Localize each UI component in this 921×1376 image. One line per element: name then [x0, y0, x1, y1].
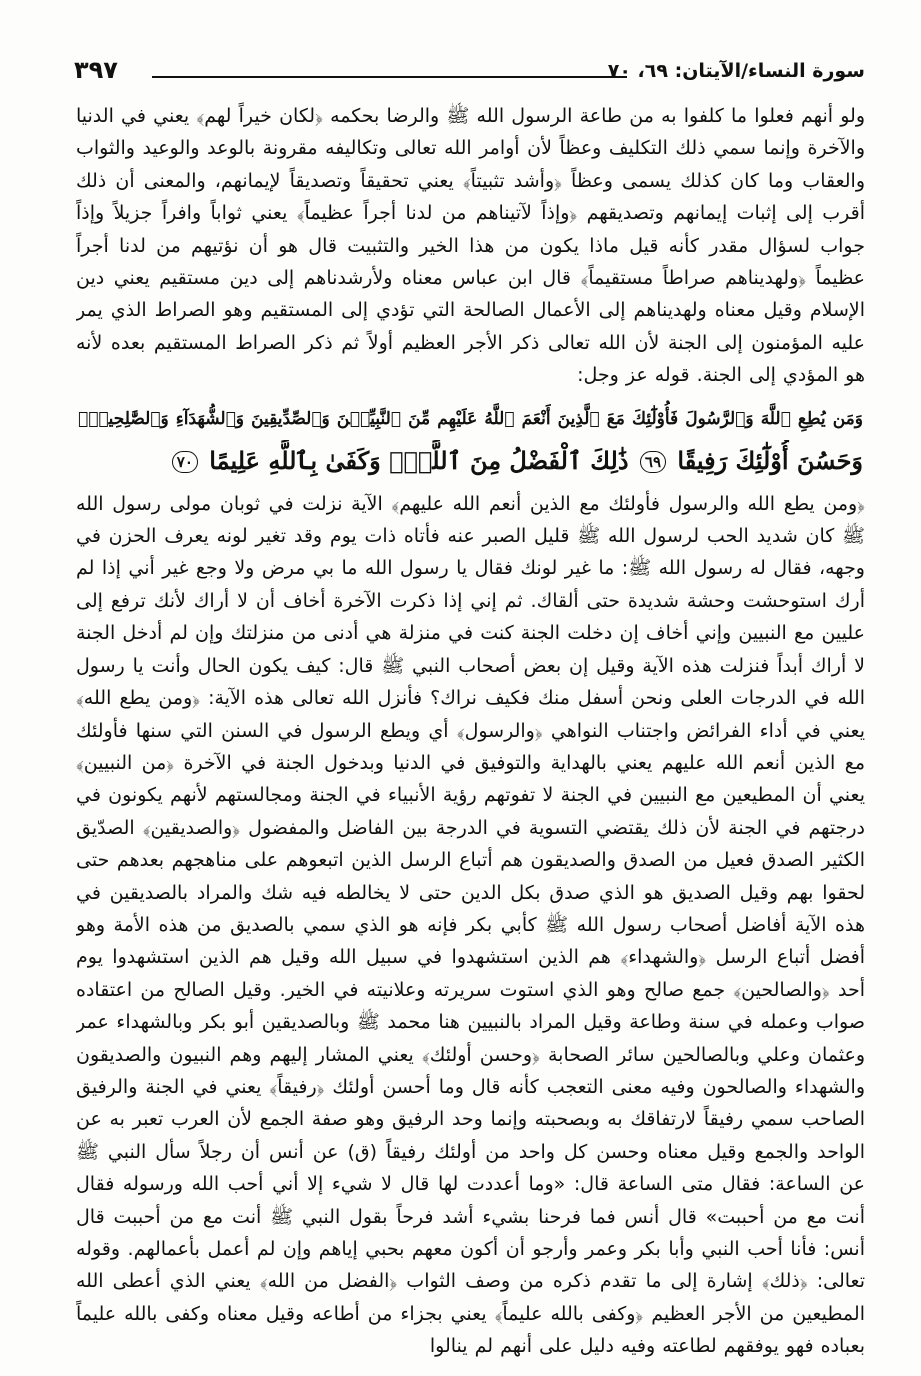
quran-verse-block: [76, 398, 865, 482]
commentary-paragraph-2: ﴿ومن يطع الله والرسول فأولئك مع الذين أنعم الله عليهم﴾ الآية نزلت في ثوبان مولى رسول الله ﷺ كان شديد الحب لرسول الله ﷺ قليل الصبر عنه فأتاه ذات يوم وقد تغير لونه يعرف الحزن في وجهه، فقال له رسول الله ﷺ: ما غير لونك فقال يا رسول الله ما بي مرض ولا وجع غير أني إذا لم أرك استوحشت وحشة شديدة حتى ألقاك. ثم إني إذا ذكرت الآخرة أخاف أن لا أراك لأنك ترفع إلى عليين مع النبيين وإني أخاف إن دخلت الجنة كنت في منزلة هي أدنى من منزلتك وإن لم أدخل الجنة لا أراك أبداً فنزلت هذه الآية وقيل إن بعض أصحاب النبي ﷺ قال: كيف يكون الحال وأنت يا رسول الله في الدرجات العلى ونحن أسفل منك فكيف نراك؟ فأنزل الله تعالى هذه الآية: ﴿ومن يطع الله﴾ يعني في أداء الفرائض واجتناب النواهي ﴿والرسول﴾ أي ويطع الرسول في السنن التي سنها فأولئك مع الذين أنعم الله عليهم يعني بالهداية والتوفيق في الدنيا وبدخول الجنة في الآخرة ﴿من النبيين﴾ يعني أن المطيعين مع النبيين في الجنة لا تفوتهم رؤية الأنبياء في الجنة ومجالستهم لأنهم يكونون في درجتهم في الجنة لأن ذلك يقتضي التسوية في الدرجة بين الفاضل والمفضول ﴿والصديقين﴾ الصدّيق الكثير الصدق فعيل من الصدق والصديقون هم أتباع الرسل الذين اتبعوهم على مناهجهم بعدهم حتى لحقوا بهم وقيل الصديق هو الذي صدق بكل الدين حتى لا يخالطه فيه شك والمراد بالصديقين في هذه الآية أفاضل أصحاب رسول الله ﷺ كأبي بكر فإنه هو الذي سمي بالصديق من هذه الأمة وهو أفضل أتباع الرسل ﴿والشهداء﴾ هم الذين استشهدوا في سبيل الله وقيل هم الذين استشهدوا يوم أحد ﴿والصالحين﴾ جمع صالح وهو الذي استوت سريرته وعلانيته في الخير. وقيل الصالح من اعتقاده صواب وعمله في سنة وطاعة وقيل المراد بالنبيين هنا محمد ﷺ وبالصديقين أبو بكر وبالشهداء عمر وعثمان وعلي وبالصالحين سائر الصحابة ﴿وحسن أولئك﴾ يعني المشار إليهم وهم النبيون والصديقون والشهداء والصالحون وفيه معنى التعجب كأنه قال وما أحسن أولئك ﴿رفيقاً﴾ يعني في الجنة والرفيق الصاحب سمي رفيقاً لارتفاقك به وبصحبته وإنما وحد الرفيق وهو صفة الجمع لأن العرب تعبر به عن الواحد والجمع وقيل معناه وحسن كل واحد من أولئك رفيقاً (ق) عن أنس أن رجلاً سأل النبي ﷺ عن الساعة: فقال متى الساعة قال: «وما أعددت لها قال لا شيء إلا أني أحب الله ورسوله فقال أنت مع من أحببت» قال أنس فما فرحنا بشيء أشد فرحاً بقول النبي ﷺ أنت مع من أحببت قال أنس: فأنا أحب النبي وأبا بكر وعمر وأرجو أن أكون معهم بحبي إياهم وإن لم أعمل بأعمالهم. وقوله تعالى: ﴿ذلك﴾ إشارة إلى ما تقدم ذكره من وصف الثواب ﴿الفضل من الله﴾ يعني الذي أعطى الله المطيعين من الأجر العظيم ﴿وكفى بالله عليماً﴾ يعني بجزاء من أطاعه وقيل معناه وكفى بالله عليماً بعباده فهو يوفقهم لطاعته وفيه دليل على أنهم لم ينالوا: [76, 492, 865, 1358]
verse-line-2: [78, 440, 863, 482]
ayah-number-69: ٦٩: [640, 451, 666, 473]
verse-70: ذَٰلِكَ ٱلْفَضْلُ مِنَ ٱللَّهِۚ وَكَفَىٰ بِٱللَّهِ عَلِيمًا: [209, 445, 629, 475]
running-head-title: سورة النساء/الآيتان: ٦٩، ٧٠: [607, 60, 865, 82]
page-number: ٣٩٧: [74, 56, 118, 84]
header-rule: [152, 76, 627, 78]
page-header: [40, 56, 865, 96]
verse-line-1: وَمَن يُطِعِ ٱللَّهَ وَٱلرَّسُولَ فَأُوْلَٰٓئِكَ مَعَ ٱلَّذِينَ أَنْعَمَ ٱللَّهُ عَلَيْهِم مِّنَ ٱلنَّبِيِّـۧنَ وَٱلصِّدِّيقِينَ وَٱلشُّهَدَآءِ وَٱلصَّٰلِحِينَۚ: [78, 408, 863, 429]
body-text: [76, 100, 865, 1365]
ayah-number-70: ٧٠: [172, 451, 198, 473]
commentary-paragraph-1: ولو أنهم فعلوا ما كلفوا به من طاعة الرسول الله ﷺ والرضا بحكمه ﴿لكان خيراً لهم﴾ يعني في الدنيا والآخرة وإنما سمي ذلك التكليف وعظاً لأن أوامر الله تعالى وتكاليفه مقرونة بالوعد والوعيد والثواب والعقاب وما كان كذلك يسمى وعظاً ﴿وأشد تثبيتاً﴾ يعني تحقيقاً وتصديقاً لإيمانهم، والمعنى أن ذلك أقرب إلى إثبات إيمانهم وتصديقهم ﴿وإذاً لآتيناهم من لدنا أجراً عظيماً﴾ يعني ثواباً وافراً جزيلاً وإذاً جواب لسؤال مقدر كأنه قيل ماذا يكون من هذا الخير والتثبيت قال هو أن نؤتيهم من لدنا أجراً عظيماً ﴿ولهديناهم صراطاً مستقيماً﴾ قال ابن عباس معناه ولأرشدناهم إلى دين مستقيم يعني دين الإسلام وقيل معناه ولهديناهم إلى الأعمال الصالحة التي تؤدي إلى المستقيم وهو الصراط الذي يمر عليه المؤمنون إلى الجنة لأن الله تعالى ذكر الأجر العظيم أولاً ثم ذكر الصراط المستقيم بعده لأنه هو المؤدي إلى الجنة. قوله عز وجل:: [76, 105, 865, 387]
verse-69-end: وَحَسُنَ أُوْلَٰٓئِكَ رَفِيقًا: [677, 445, 863, 475]
